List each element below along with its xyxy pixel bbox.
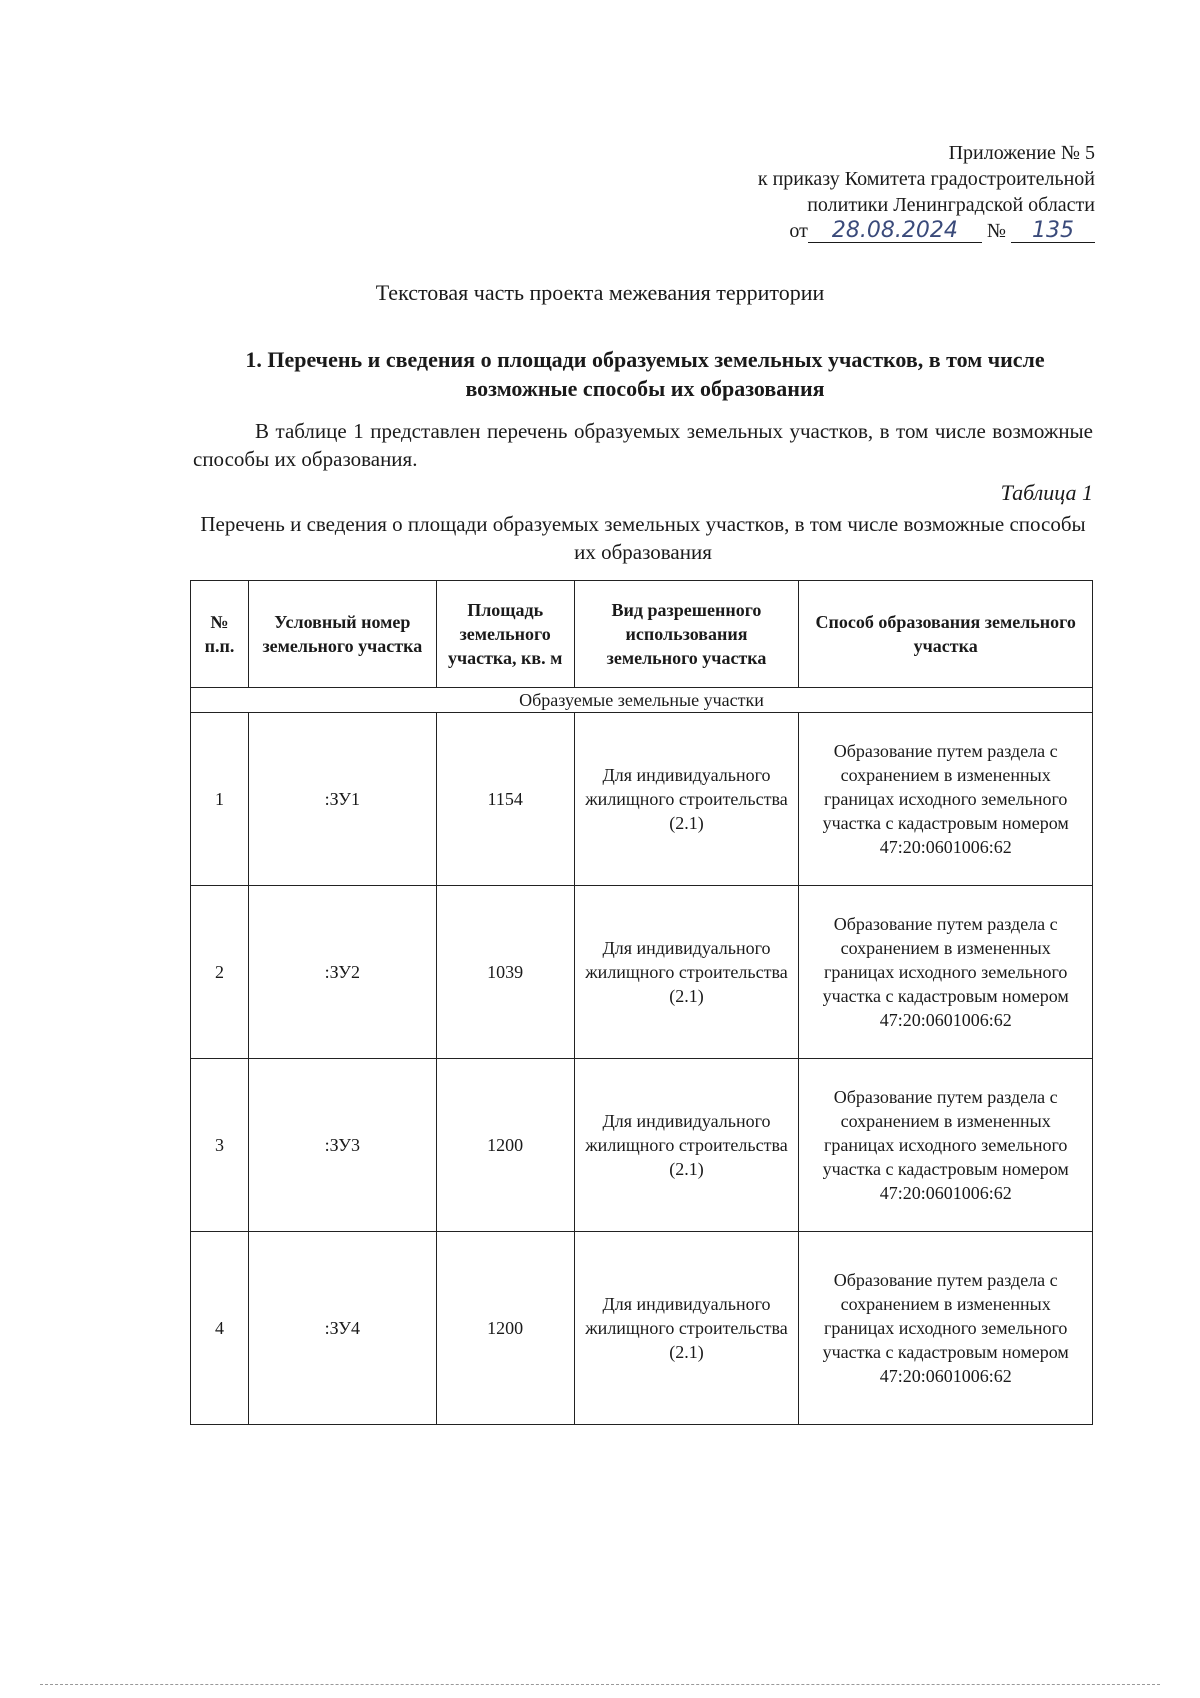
scan-footer-line [40,1684,1160,1685]
appendix-date-line [758,218,1095,244]
header-permitted-use: Вид разрешенного использования земельного участка [574,581,799,688]
cell-formation-method: Образование путем раздела с сохранением в измененных границах исходного земельного участка с кадастровым номером 47:20:0601006:62 [799,713,1093,886]
table-row [191,886,1093,1059]
number-label: № [986,220,1006,242]
cell-area: 1154 [436,713,574,886]
cell-number: 3 [191,1059,249,1232]
cell-formation-method: Образование путем раздела с сохранением в измененных границах исходного земельного участка с кадастровым номером 47:20:0601006:62 [799,886,1093,1059]
cell-permitted-use: Для индивидуального жилищного строительства (2.1) [574,886,799,1059]
cell-permitted-use: Для индивидуального жилищного строительства (2.1) [574,713,799,886]
header-number: № п.п. [191,581,249,688]
appendix-block [758,140,1095,244]
cell-formation-method: Образование путем раздела с сохранением в измененных границах исходного земельного участка с кадастровым номером 47:20:0601006:62 [799,1232,1093,1425]
appendix-title: Приложение № 5 [948,142,1095,164]
cell-plot-id: :ЗУ2 [248,886,436,1059]
table-row [191,1232,1093,1425]
cell-number: 1 [191,713,249,886]
cell-number: 2 [191,886,249,1059]
section-heading: 1. Перечень и сведения о площади образуемых земельных участков, в том числе возможные способы их образования [245,347,1045,401]
handwritten-date: 28.08.2024 [808,220,982,243]
cell-permitted-use: Для индивидуального жилищного строительства (2.1) [574,1059,799,1232]
cell-number: 4 [191,1232,249,1425]
table-caption: Перечень и сведения о площади образуемых земельных участков, в том числе возможные способы их образования [200,512,1086,564]
table-row [191,1059,1093,1232]
header-area: Площадь земельного участка, кв. м [436,581,574,688]
table-row [191,713,1093,886]
appendix-committee-line: политики Ленинградской области [807,194,1095,216]
table-label: Таблица 1 [1000,480,1093,505]
document-title: Текстовая часть проекта межевания территории [375,280,825,305]
table-header-row [191,581,1093,688]
cell-area: 1200 [436,1059,574,1232]
intro-paragraph: В таблице 1 представлен перечень образуемых земельных участков, в том числе возможные способы их образования. [193,419,1093,471]
appendix-order-line: к приказу Комитета градостроительной [757,168,1095,190]
cell-formation-method: Образование путем раздела с сохранением в измененных границах исходного земельного участка с кадастровым номером 47:20:0601006:62 [799,1059,1093,1232]
group-label: Образуемые земельные участки [191,688,1093,713]
cell-area: 1039 [436,886,574,1059]
cell-plot-id: :ЗУ1 [248,713,436,886]
from-label: от [789,220,808,242]
group-row [191,688,1093,713]
header-plot-id: Условный номер земельного участка [248,581,436,688]
handwritten-number: 135 [1011,220,1095,243]
land-plots-table [190,580,1093,1425]
cell-plot-id: :ЗУ3 [248,1059,436,1232]
cell-plot-id: :ЗУ4 [248,1232,436,1425]
header-formation-method: Способ образования земельного участка [799,581,1093,688]
cell-permitted-use: Для индивидуального жилищного строительства (2.1) [574,1232,799,1425]
cell-area: 1200 [436,1232,574,1425]
